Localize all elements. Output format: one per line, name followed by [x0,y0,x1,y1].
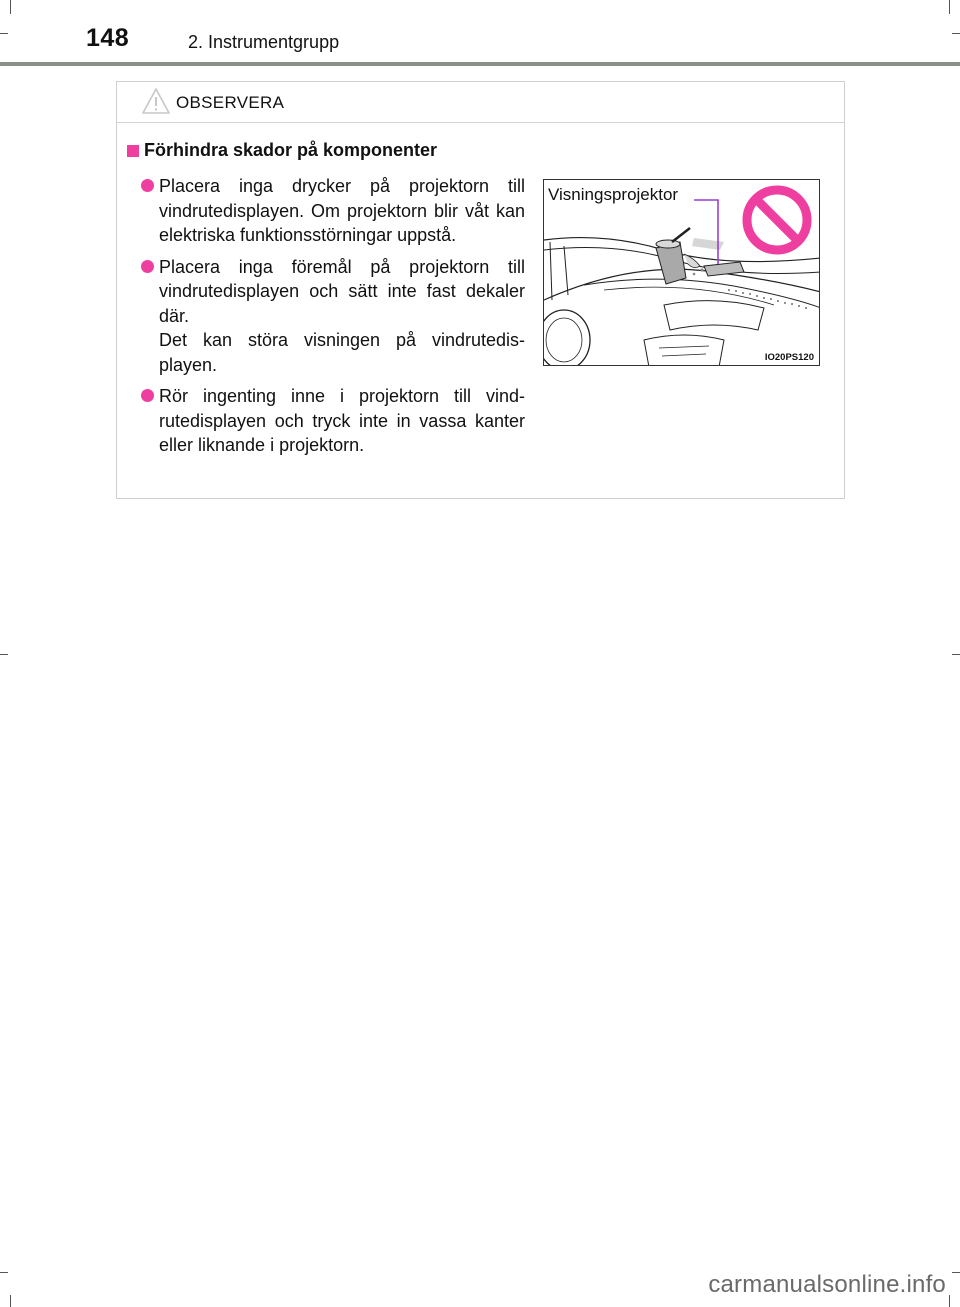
section-title: 2. Instrumentgrupp [188,32,340,52]
bullet-dot-icon [141,260,154,273]
crop-mark [952,654,960,655]
crop-mark [10,1295,11,1307]
bullet-text: Placera inga föremål på projektorn till vindrutedisplayen och sätt inte fast dekaler där. Det kan störa visningen på vindrutedis-playen. [159,256,525,375]
bullet-dot-icon [141,179,154,192]
crop-mark [952,33,960,34]
crop-mark [10,0,11,14]
bullet-text: Rör ingenting inne i projektorn till vind-rutedisplayen och tryck inte in vassa kanter eller liknande i projektorn. [159,386,525,455]
crop-mark [0,33,8,34]
watermark: carmanualsonline.info [708,1271,946,1298]
list-item [141,255,525,378]
bullet-text: Placera inga drycker på projektorn till vindrutedisplayen. Om projektorn blir våt kan elektriska funktionsstörningar uppstå. [159,176,525,245]
page-number: 148 [86,24,130,52]
bullet-list [141,174,525,465]
crop-mark [0,654,8,655]
dashboard-illustration [543,179,820,366]
crop-mark [0,1272,8,1273]
caution-subheading [127,140,437,161]
illustration-code: IO20PS120 [764,352,814,363]
header-rule [0,62,960,66]
warning-triangle-icon [141,87,171,115]
crop-mark [949,1295,950,1307]
bullet-dot-icon [141,389,154,402]
caution-label: OBSERVERA [176,93,285,112]
crop-mark [952,1272,960,1273]
caution-header [117,82,844,123]
illustration-callout: Visningsprojektor [548,185,679,204]
crop-mark [949,0,950,14]
list-item [141,384,525,458]
square-bullet-icon [127,145,139,157]
dashboard-drawing [544,180,820,366]
list-item [141,174,525,248]
caution-box [116,81,845,499]
subheading-text: Förhindra skador på komponenter [144,140,438,160]
